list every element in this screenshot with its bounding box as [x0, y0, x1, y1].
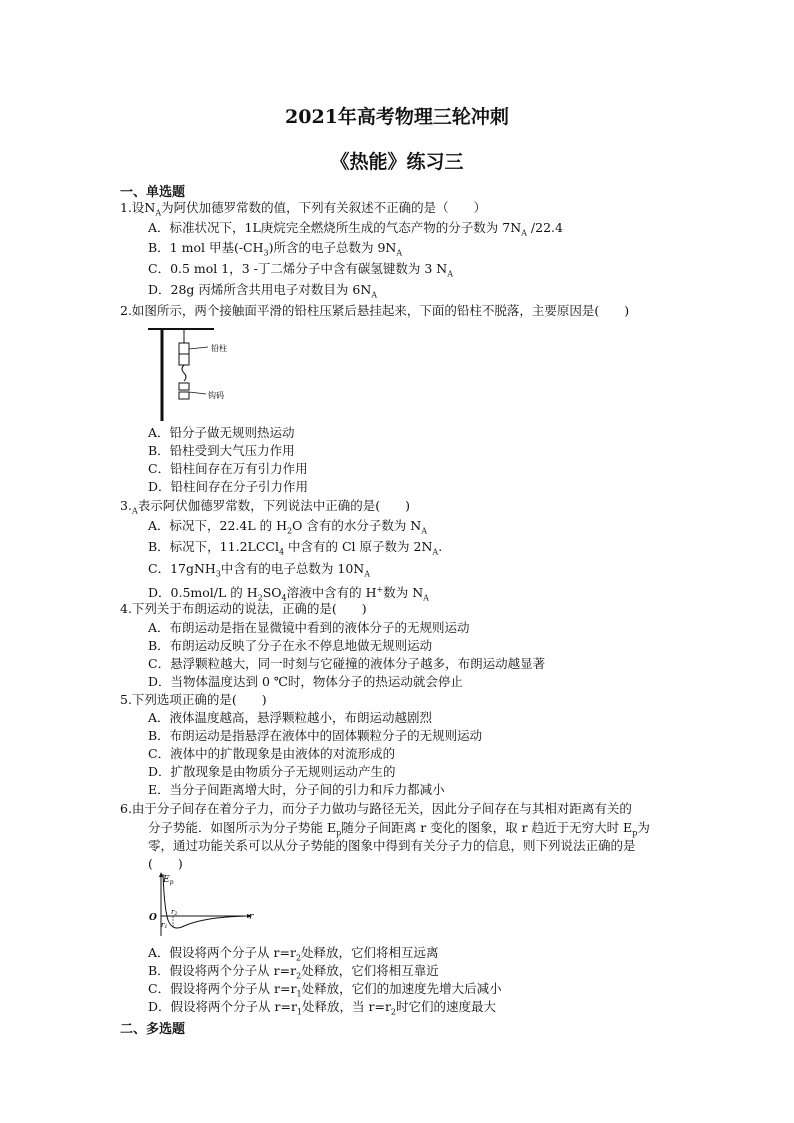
fig-label-lead-cylinder: 铅柱	[211, 344, 227, 353]
q2-option-a: A．铅分子做无规则热运动	[148, 425, 295, 440]
section-multi-choice: 二、多选题	[120, 1022, 186, 1037]
q1-stem: 1.设$N_A$为阿伏加德罗常数的值，下列有关叙述不正确的是（ ）	[120, 200, 487, 218]
q6-stem-line4: ( )	[148, 856, 183, 871]
lead-cylinder-figure	[148, 323, 248, 423]
fig-label-weight: 钩码	[208, 391, 224, 400]
q2-option-c: C．铅柱间存在万有引力作用	[148, 461, 308, 476]
q6-stem-line1: 6.由于分子间存在着分子力，而分子力做功与路径无关，因此分子间存在与其相对距离有关的	[120, 801, 632, 816]
q5-stem: 5.下列选项正确的是( )	[120, 692, 267, 707]
q5-option-a: A．液体温度越高，悬浮颗粒越小，布朗运动越剧烈	[148, 710, 433, 725]
q3-option-d: D．0.5mol/L 的 $H_2SO_4$溶液中含有的 H+数为 $N_A$	[148, 585, 429, 603]
q2-stem: 2.如图所示，两个接触面平滑的铅柱压紧后悬挂起来，下面的铅柱不脱落，主要原因是( )	[120, 303, 630, 318]
q1-option-a: A．标准状况下，1L庚烷完全燃烧所生成的气态产物的分子数为 $7N_A$ /22.4	[148, 220, 563, 238]
q6-option-b: B．假设将两个分子从 $r=r_2$处释放，它们将相互靠近	[148, 963, 439, 981]
potential-energy-graph	[146, 870, 256, 940]
q6-stem-line3: 零，通过功能关系可以从分子势能的图象中得到有关分子力的信息，则下列说法正确的是	[148, 838, 636, 853]
q3-stem: $3._A$表示阿伏伽德罗常数，下列说法中正确的是( )	[120, 498, 410, 516]
q3-option-a: A．标况下，22.4L 的 $H_2O$ 含有的水分子数为 $N_A$	[148, 518, 428, 536]
q3-option-c: C．17gNH$_3$中含有的电子总数为 $10N_A$	[148, 561, 371, 579]
q4-stem: 4.下列关于布朗运动的说法，正确的是( )	[120, 601, 367, 616]
q5-option-e: E．当分子间距离增大时，分子间的引力和斥力都减小	[148, 782, 445, 797]
axis-label-r: r	[249, 912, 254, 922]
q4-option-d: D．当物体温度达到 0 ℃时，物体分子的热运动就会停止	[148, 674, 463, 689]
q6-option-a: A．假设将两个分子从 $r=r_2$处释放，它们将相互远离	[148, 945, 439, 963]
q1-option-d: D．28g 丙烯所含共用电子对数目为 $6N_A$	[148, 282, 378, 300]
q6-option-d: D．假设将两个分子从 $r=r_1$处释放，当 $r=r_2$时它们的速度最大	[148, 999, 497, 1017]
section-single-choice: 一、单选题	[120, 185, 186, 200]
label-r2: r2	[171, 908, 178, 917]
origin-label: O	[149, 913, 157, 923]
q5-option-d: D．扩散现象是由物质分子无规则运动产生的	[148, 764, 396, 779]
q2-option-b: B．铅柱受到大气压力作用	[148, 443, 295, 458]
q5-option-b: B．布朗运动是指悬浮在液体中的固体颗粒分子的无规则运动	[148, 728, 483, 743]
q2-option-d: D．铅柱间存在分子引力作用	[148, 479, 309, 494]
q3-option-b: B．标况下，11.2LCCl$_4$ 中含有的 Cl 原子数为 $2N_A$.	[148, 539, 443, 557]
document-title: 2021年高考物理三轮冲刺	[285, 106, 509, 128]
q1-option-b: B．1 mol 甲基$(-CH_3)$所含的电子总数为 $9N_A$	[148, 240, 403, 258]
q5-option-c: C．液体中的扩散现象是由液体的对流形成的	[148, 746, 396, 761]
q4-option-c: C．悬浮颗粒越大，同一时刻与它碰撞的液体分子越多，布朗运动越显著	[148, 656, 546, 671]
axis-label-ep: $E_p$	[163, 875, 174, 886]
document-subtitle: 《热能》练习三	[330, 151, 464, 173]
q4-option-b: B．布朗运动反映了分子在永不停息地做无规则运动	[148, 638, 433, 653]
label-r1: r1	[161, 921, 168, 930]
q4-option-a: A．布朗运动是指在显微镜中看到的液体分子的无规则运动	[148, 620, 470, 635]
q6-option-c: C．假设将两个分子从 $r=r_1$处释放，它们的加速度先增大后减小	[148, 981, 502, 999]
q1-option-c: C．0.5 mol 1，3 -丁二烯分子中含有碳氢键数为 3 $N_A$	[148, 261, 453, 279]
q6-stem-line2: 分子势能．如图所示为分子势能 $E_p$随分子间距离 r 变化的图象，取 r 趋近于无穷大时 $E_p$为	[148, 820, 650, 838]
